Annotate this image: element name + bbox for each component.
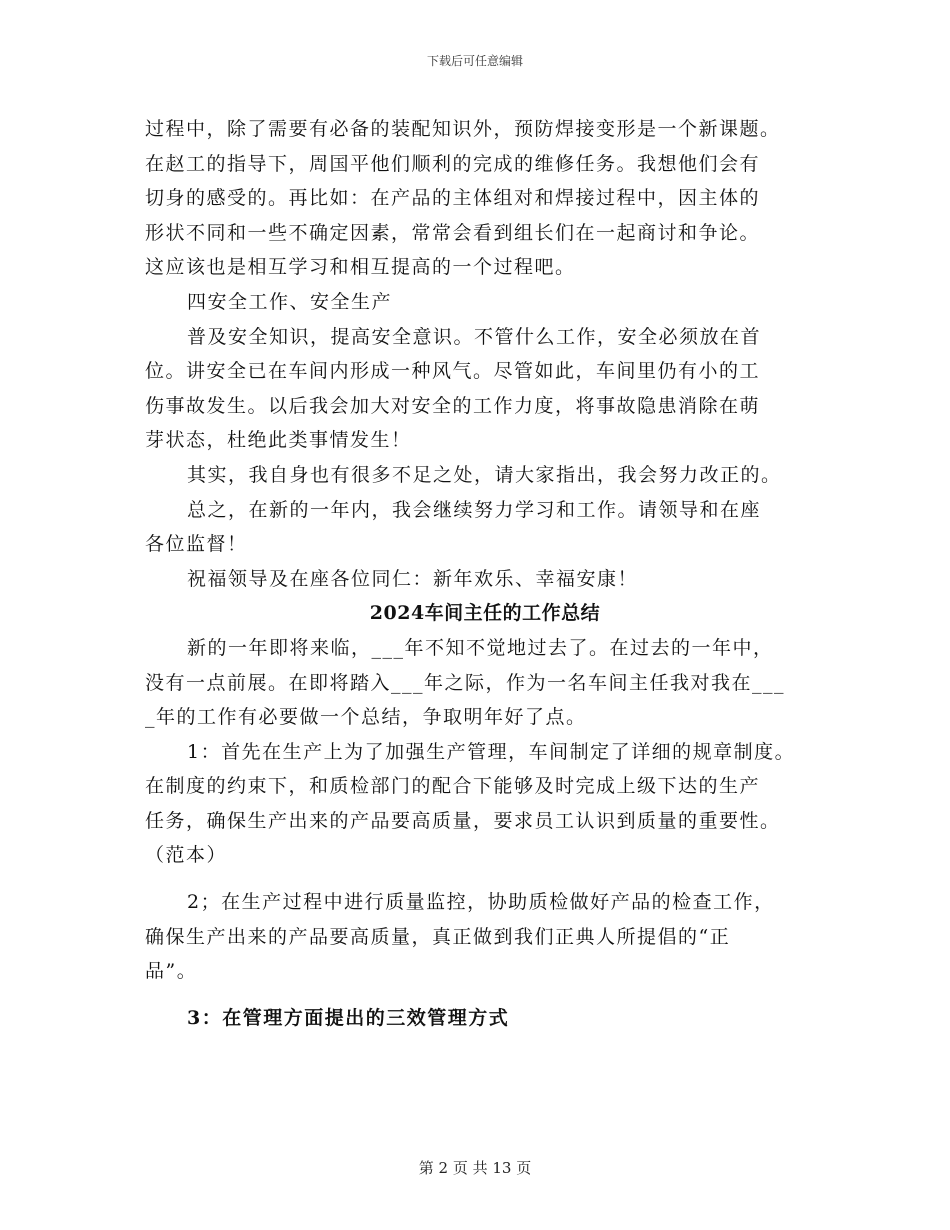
page-number: 第 2 页 共 13 页 xyxy=(418,1159,532,1177)
body-line: 品”。 xyxy=(145,960,198,983)
section-heading: 四安全工作、安全生产 xyxy=(187,290,393,313)
body-line: 这应该也是相互学习和相互提高的一个过程吧。 xyxy=(145,256,576,279)
document-body xyxy=(145,112,825,1035)
body-line: 任务，确保生产出来的产品要高质量，要求员工认识到质量的重要性。 xyxy=(145,809,781,832)
body-line: 过程中，除了需要有必备的装配知识外，预防焊接变形是一个新课题。 xyxy=(145,118,781,140)
body-line: 在制度的约束下，和质检部门的配合下能够及时完成上级下达的生产 xyxy=(145,775,761,798)
paragraph-start: 祝福领导及在座各位同仁：新年欢乐、幸福安康！ xyxy=(187,567,639,590)
document-title: 2024车间主任的工作总结 xyxy=(369,602,601,625)
body-line: 芽状态，杜绝此类事情发生！ xyxy=(145,429,412,452)
body-line: 确保生产出来的产品要高质量，真正做到我们正典人所提倡的“正 xyxy=(145,925,731,948)
paragraph-start: 总之，在新的一年内，我会继续努力学习和工作。请领导和在座 xyxy=(187,498,762,521)
body-line: 在赵工的指导下，周国平他们顺利的完成的维修任务。我想他们会有 xyxy=(145,152,761,175)
paragraph-start: 2；在生产过程中进行质量监控，协助质检做好产品的检查工作， xyxy=(187,891,775,914)
body-line: 位。讲安全已在车间内形成一种风气。尽管如此，车间里仍有小的工 xyxy=(145,360,761,383)
body-line: 形状不同和一些不确定因素，常常会看到组长们在一起商讨和争论。 xyxy=(145,221,761,244)
paragraph-start: 新的一年即将来临，___年不知不觉地过去了。在过去的一年中， xyxy=(187,636,774,659)
paragraph-start: 1：首先在生产上为了加强生产管理，车间制定了详细的规章制度。 xyxy=(187,740,796,763)
section-heading: 3：在管理方面提出的三效管理方式 xyxy=(187,1006,510,1029)
page-header: 下载后可任意编辑 xyxy=(426,54,523,68)
paragraph-start: 其实，我自身也有很多不足之处，请大家指出，我会努力改正的。 xyxy=(187,463,782,486)
body-line: 切身的感受的。再比如：在产品的主体组对和焊接过程中，因主体的 xyxy=(145,187,761,210)
body-line: （范本） xyxy=(145,844,228,867)
paragraph-start: 普及安全知识，提高安全意识。不管什么工作，安全必须放在首 xyxy=(187,325,762,348)
body-line: 各位监督！ xyxy=(145,533,248,556)
body-line: 没有一点前展。在即将踏入___年之际，作为一名车间主任我对我在___ xyxy=(145,671,786,694)
body-line: _年的工作有必要做一个总结，争取明年好了点。 xyxy=(145,706,587,729)
body-line: 伤事故发生。以后我会加大对安全的工作力度，将事故隐患消除在萌 xyxy=(145,394,761,417)
